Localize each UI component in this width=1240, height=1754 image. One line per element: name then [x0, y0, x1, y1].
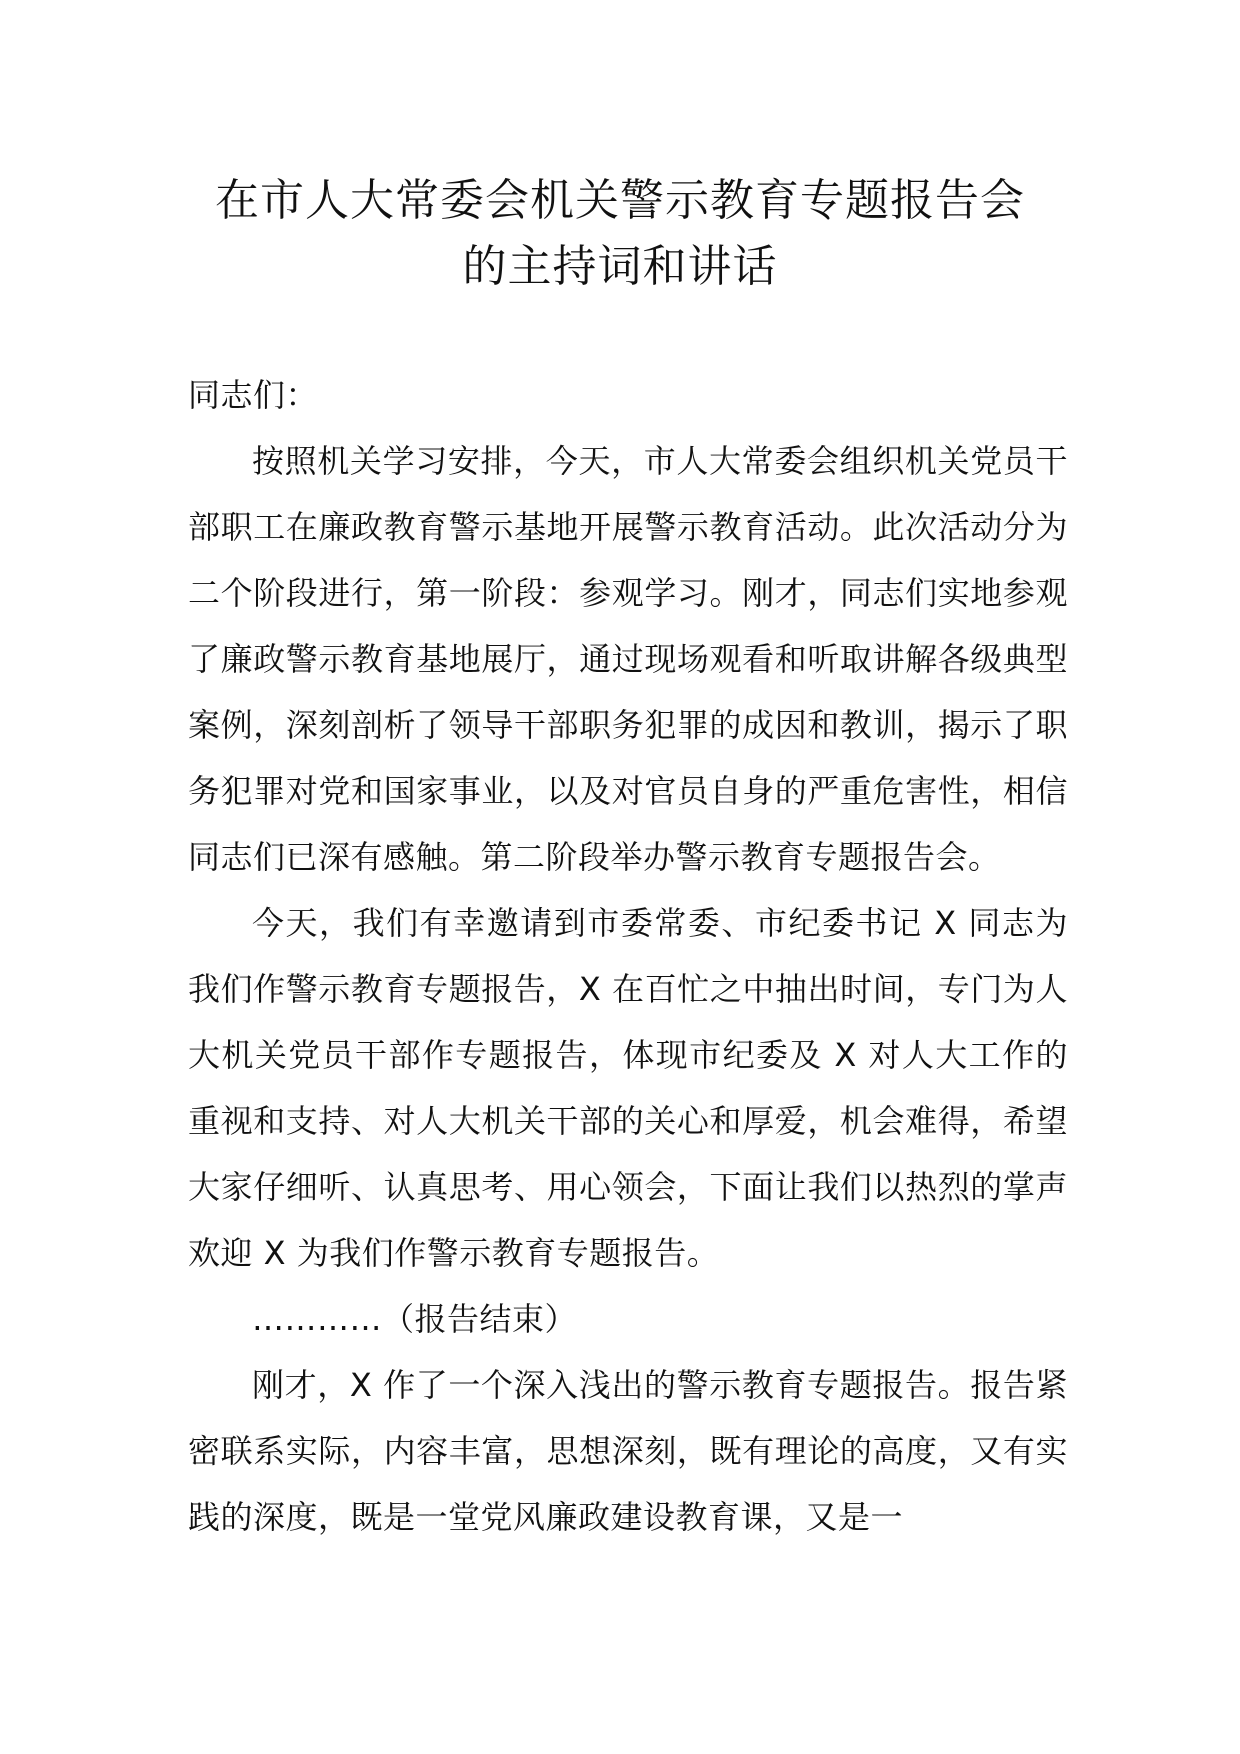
greeting: 同志们：: [188, 376, 319, 414]
paragraph: …………（报告结束）: [252, 1300, 578, 1338]
paragraph: 刚才，X 作了一个深入浅出的警示教育专题报告。报告紧密联系实际，内容丰富，思想深刻，既有理论的高度，又有实践的深度，既是一堂党风廉政建设教育课，又是一: [188, 1366, 1068, 1536]
paragraph: 按照机关学习安排，今天，市人大常委会组织机关党员干部职工在廉政教育警示基地开展警示教育活动。此次活动分为二个阶段进行，第一阶段：参观学习。刚才，同志们实地参观了廉政警示教育基地展厅，通过现场观看和听取讲解各级典型案例，深刻剖析了领导干部职务犯罪的成因和教训，揭示了职务犯罪对党和国家事业，以及对官员自身的严重危害性，相信同志们已深有感触。第二阶段举办警示教育专题报告会。: [188, 442, 1068, 876]
document-title: [150, 168, 1090, 300]
title-line-1: 在市人大常委会机关警示教育专题报告会: [215, 175, 1025, 226]
document-body: [188, 362, 1068, 1550]
title-line-2: 的主持词和讲话: [462, 241, 778, 292]
paragraph: 今天，我们有幸邀请到市委常委、市纪委书记 X 同志为我们作警示教育专题报告，X 在百忙之中抽出时间，专门为人大机关党员干部作专题报告，体现市纪委及 X 对人大工作的重视和支持、对人大机关干部的关心和厚爱，机会难得，希望大家仔细听、认真思考、用心领会，下面让我们以热烈的掌声欢迎 X 为我们作警示教育专题报告。: [188, 904, 1068, 1272]
